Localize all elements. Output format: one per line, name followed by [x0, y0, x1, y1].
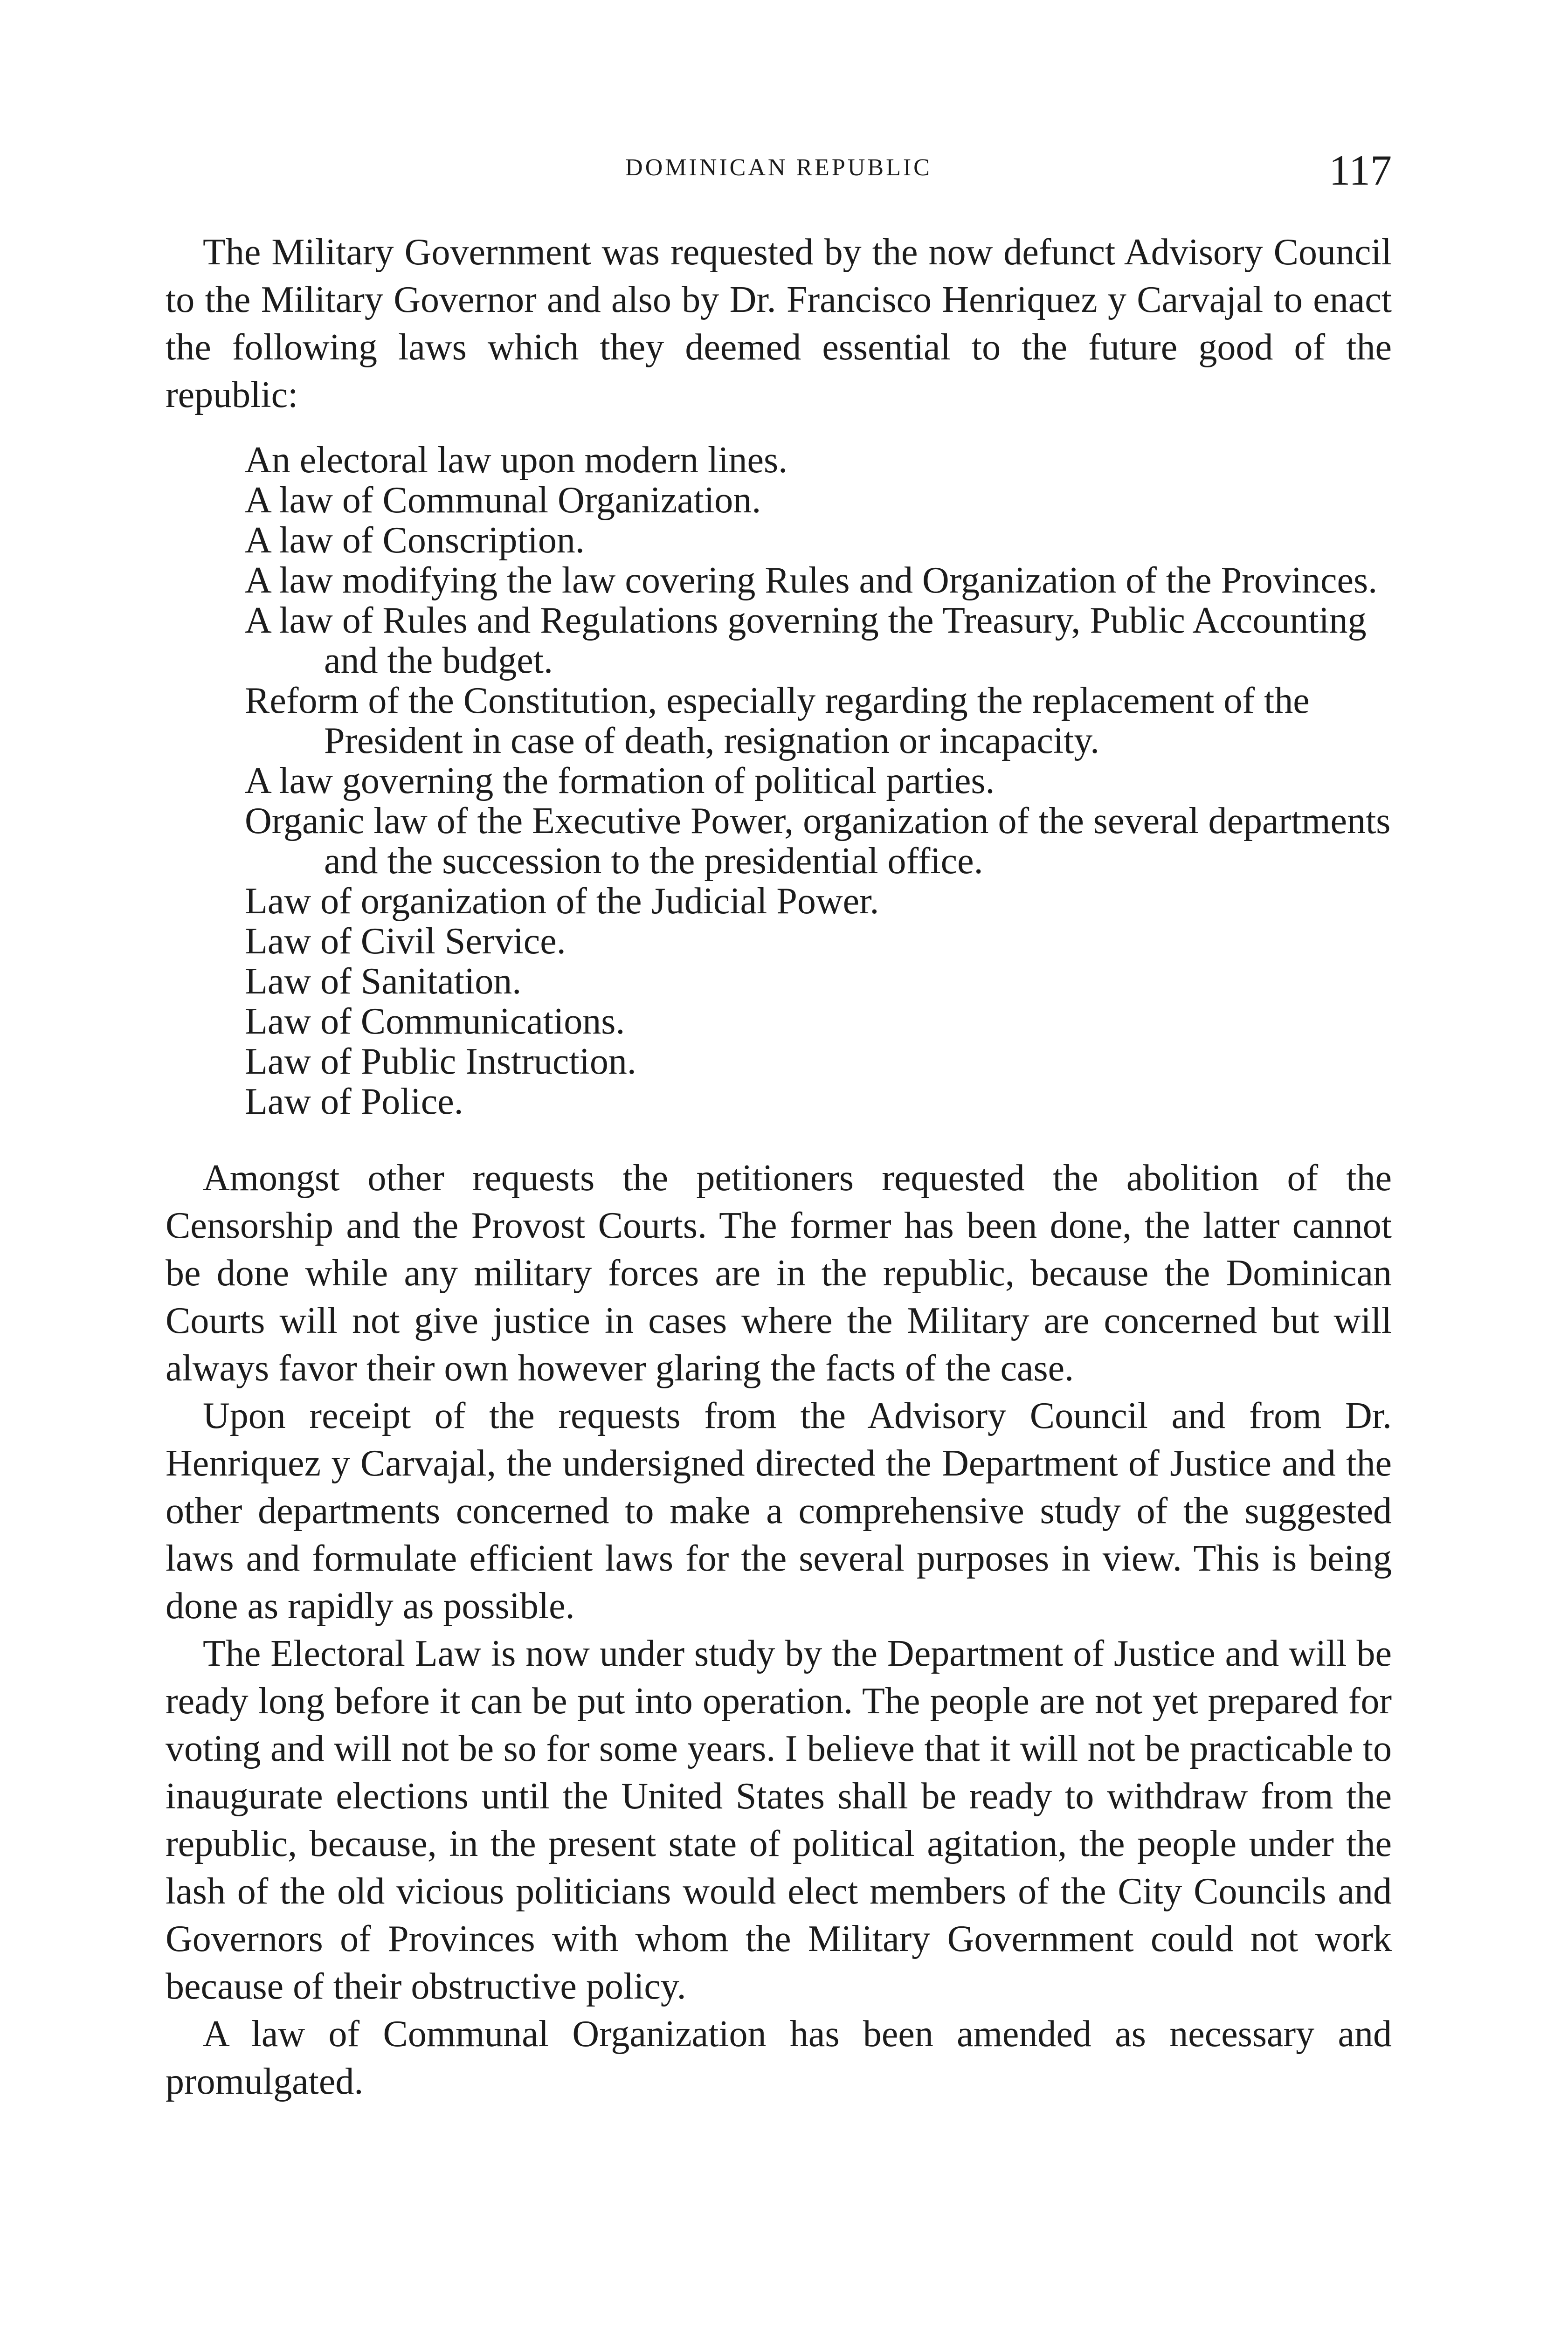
law-list — [166, 440, 1392, 1122]
list-item: A law modifying the law covering Rules and Organization of the Provinces. — [245, 560, 1378, 601]
paragraph-receipt: Upon receipt of the requests from the Advisory Council and from Dr. Henriquez y Carvajal, the undersigned directed the Department of Justice and the other departments concerned to make a comprehensive study of the suggested laws and formulate efficient laws for the several purposes in view. This is being done as rapidly as possible. — [166, 1395, 1392, 1627]
page-number: 117 — [1329, 146, 1392, 194]
list-item: Law of Public Instruction. — [245, 1041, 636, 1082]
list-item: A law of Communal Organization. — [245, 480, 761, 521]
page-header — [166, 145, 1392, 197]
list-item: Law of organization of the Judicial Power. — [245, 881, 879, 922]
list-item: Law of Police. — [245, 1081, 463, 1122]
paragraph-censorship: Amongst other requests the petitioners requested the abolition of the Censorship and the Provost Courts. The former has been done, the latter cannot be done while any military forces are in the republic, because the Dominican Courts will not give justice in cases where the Military are concerned but will always favor their own however glaring the facts of the case. — [166, 1158, 1392, 1389]
list-item: Law of Communications. — [245, 1001, 625, 1042]
list-item: Law of Sanitation. — [245, 961, 522, 1002]
list-item: Reform of the Constitution, especially regarding the replacement of the President in case of death, resignation or incapacity. — [245, 680, 1310, 761]
paragraph-communal: A law of Communal Organization has been amended as necessary and promulgated. — [166, 2014, 1392, 2102]
list-item: A law of Conscription. — [245, 520, 585, 561]
paragraph-intro: The Military Government was requested by the now defunct Advisory Council to the Military Governor and also by Dr. Francisco Henriquez y Carvajal to enact the following laws which they deemed essential to the future good of the republic: — [166, 232, 1392, 415]
list-item: Law of Civil Service. — [245, 921, 566, 962]
running-title: DOMINICAN REPUBLIC — [625, 154, 932, 181]
list-item: A law governing the formation of political parties. — [245, 760, 995, 801]
list-item: Organic law of the Executive Power, organization of the several departments and the succession to the presidential office. — [245, 800, 1391, 882]
list-item: A law of Rules and Regulations governing the Treasury, Public Accounting and the budget. — [245, 600, 1367, 681]
list-item: An electoral law upon modern lines. — [245, 440, 788, 481]
body-text — [166, 228, 1392, 2105]
paragraph-electoral: The Electoral Law is now under study by the Department of Justice and will be ready long before it can be put into operation. The people are not yet prepared for voting and will not be so for some years. I believe that it will not be practicable to inaugurate elections until the United States shall be ready to withdraw from the republic, because, in the present state of political agitation, the people under the lash of the old vicious politicians would elect members of the City Councils and Governors of Provinces with whom the Military Government could not work because of their obstructive policy. — [166, 1633, 1392, 2007]
